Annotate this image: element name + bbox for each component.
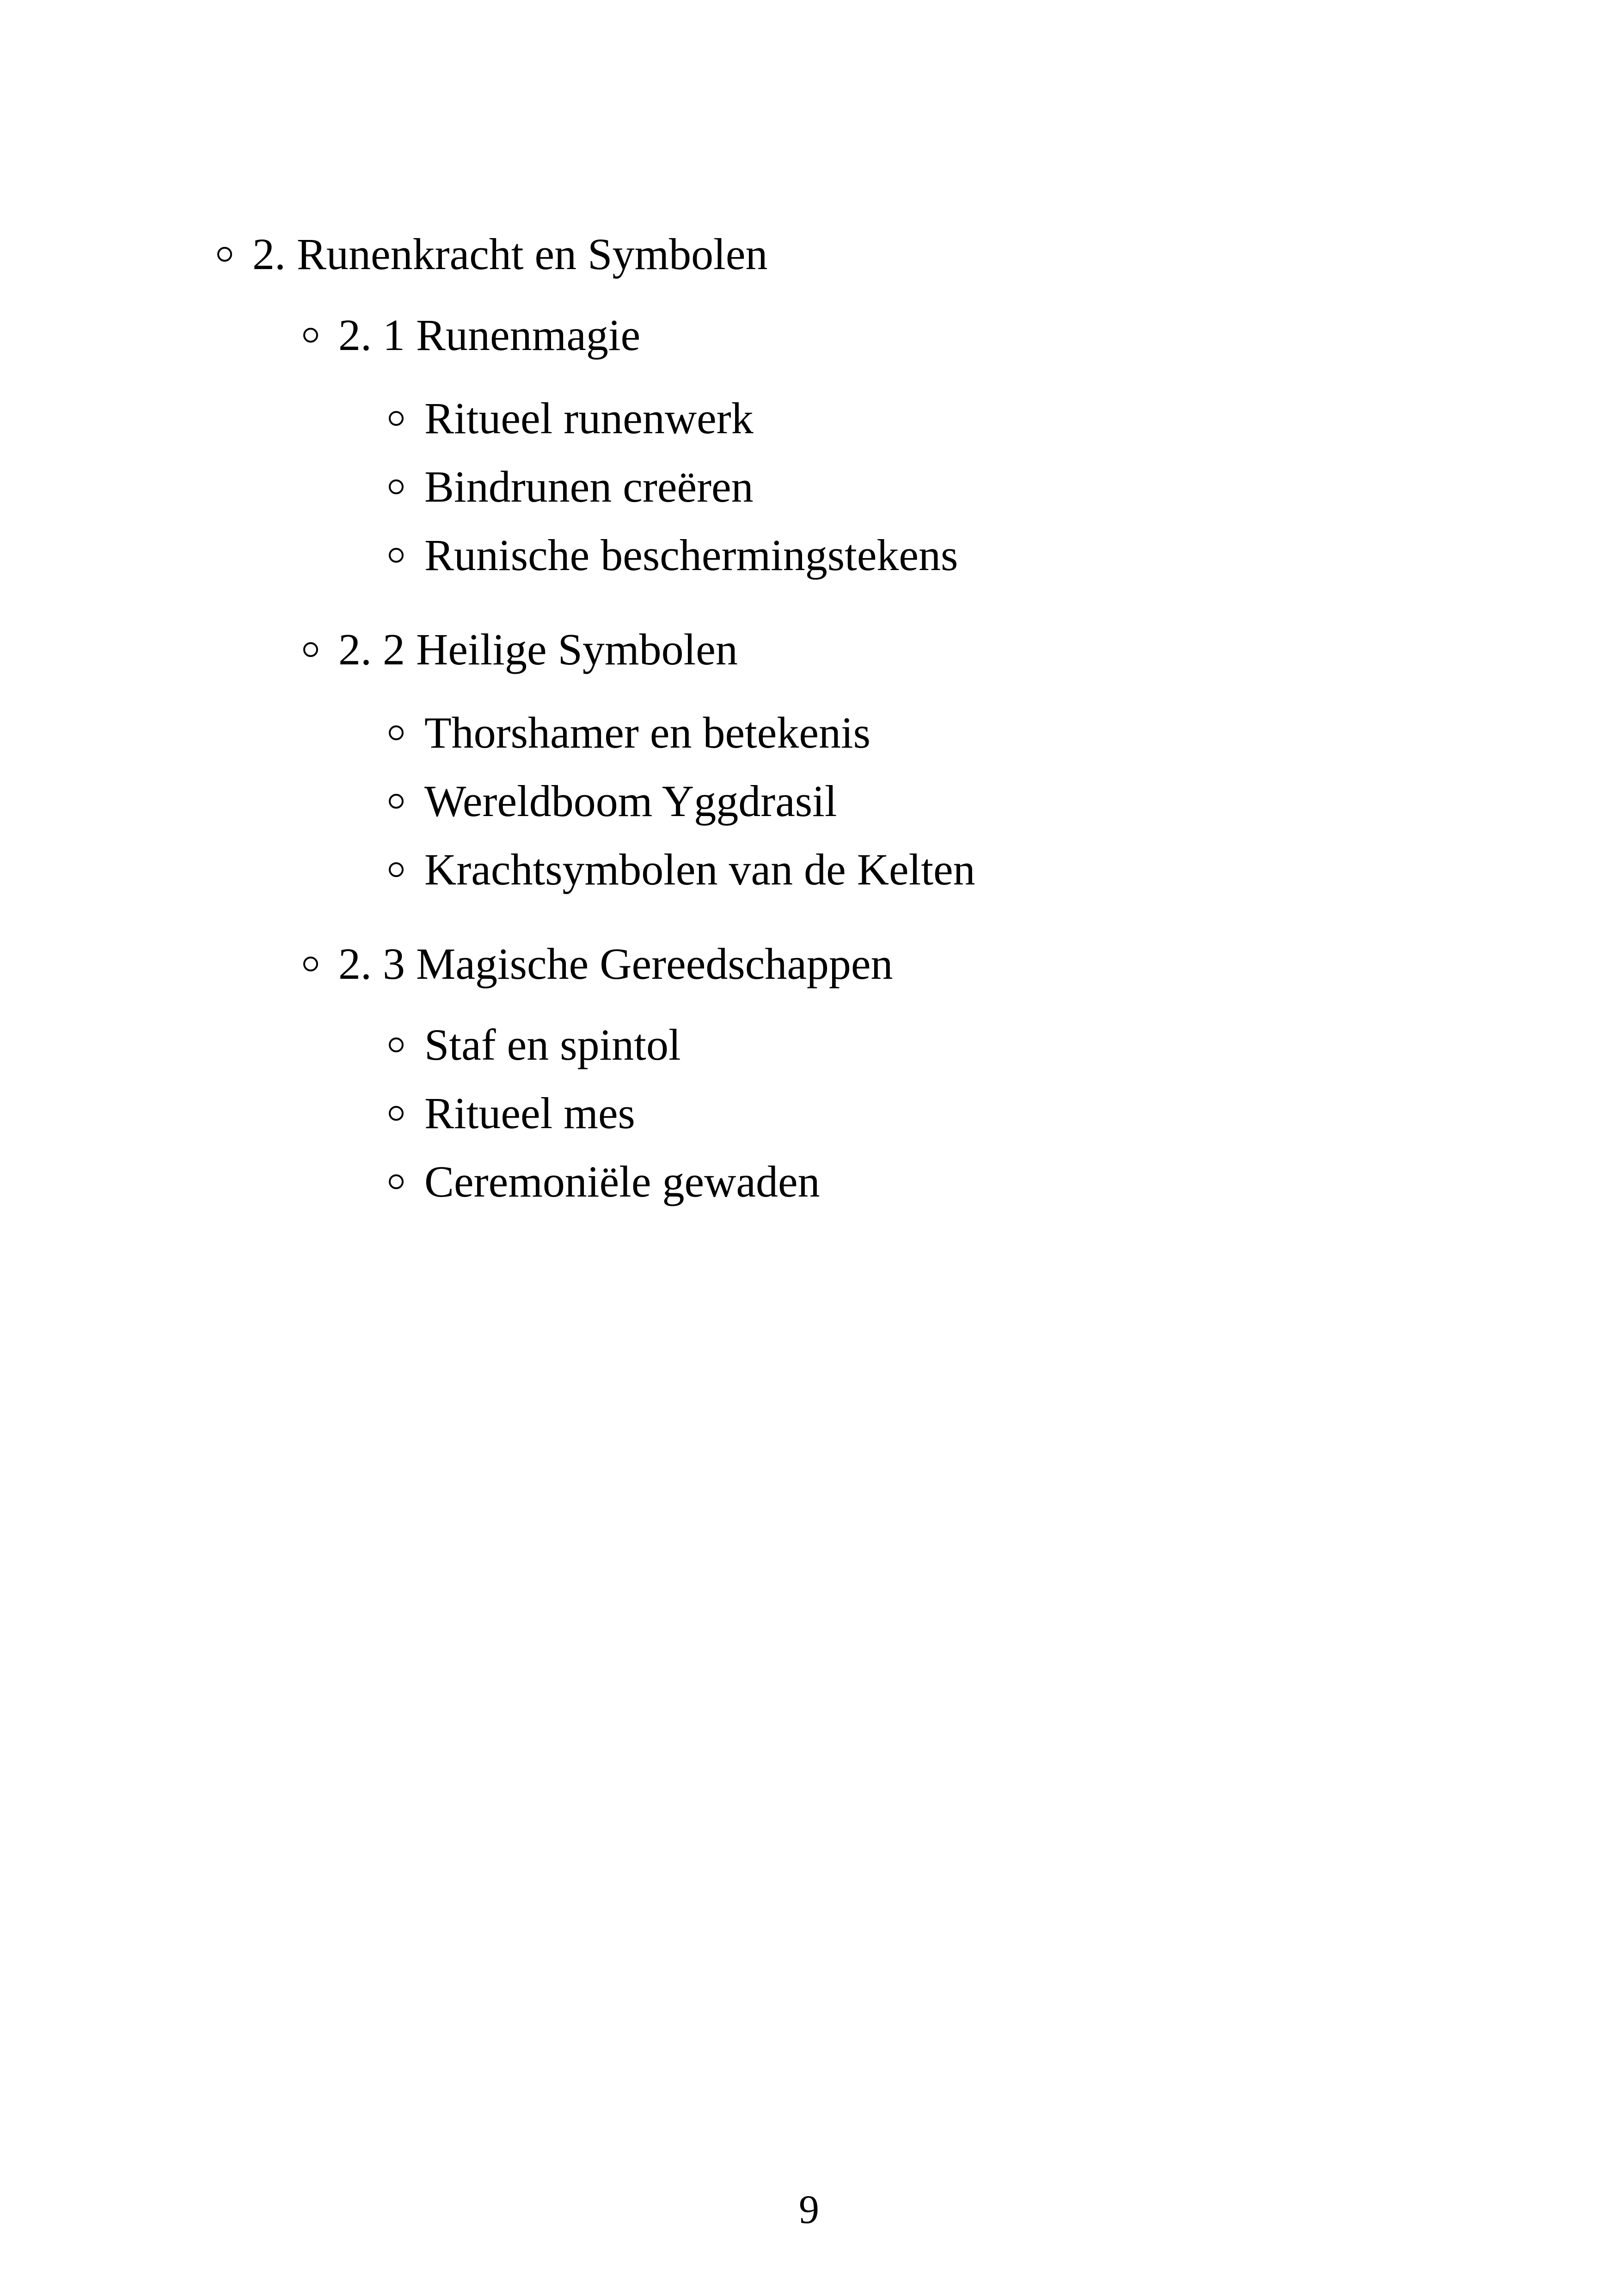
- subsection-title: 2. 3 Magische Gereedschappen: [338, 939, 893, 988]
- hollow-bullet-icon: [303, 328, 318, 343]
- hollow-bullet-icon: [389, 548, 404, 563]
- section-title: 2. Runenkracht en Symbolen: [252, 229, 768, 279]
- outline-item: [0, 1017, 681, 1073]
- hollow-bullet-icon: [389, 1106, 404, 1121]
- hollow-bullet-icon: [389, 1037, 404, 1052]
- outline-item: [0, 774, 837, 829]
- outline-item-label: Staf en spintol: [424, 1020, 681, 1069]
- outline-item-label: Wereldboom Yggdrasil: [424, 776, 837, 826]
- outline-item: [0, 1154, 820, 1209]
- outline-item-label: Bindrunen creëren: [424, 462, 754, 511]
- hollow-bullet-icon: [389, 1174, 404, 1189]
- outline-item: [0, 391, 754, 446]
- outline-subsection: [0, 307, 640, 363]
- outline-item-label: Runische beschermingstekens: [424, 530, 958, 580]
- outline-subsection: [0, 622, 738, 677]
- outline-subsection: [0, 936, 893, 992]
- hollow-bullet-icon: [389, 794, 404, 809]
- hollow-bullet-icon: [303, 957, 318, 971]
- page-number: 9: [799, 2187, 819, 2232]
- outline-item-label: Ritueel mes: [424, 1088, 635, 1138]
- hollow-bullet-icon: [389, 479, 404, 494]
- subsection-title: 2. 1 Runenmagie: [338, 310, 641, 360]
- hollow-bullet-icon: [303, 642, 318, 657]
- outline-item-label: Ritueel runenwerk: [424, 393, 754, 443]
- outline-item-label: Krachtsymbolen van de Kelten: [424, 845, 975, 894]
- outline-item: [0, 528, 958, 583]
- subsection-title: 2. 2 Heilige Symbolen: [338, 625, 738, 674]
- outline-item: [0, 1086, 635, 1141]
- hollow-bullet-icon: [217, 247, 232, 262]
- hollow-bullet-icon: [389, 862, 404, 877]
- outline-item: [0, 705, 870, 761]
- hollow-bullet-icon: [389, 725, 404, 740]
- outline-item: [0, 459, 754, 515]
- outline-item: [0, 842, 975, 897]
- outline-item-label: Thorshamer en betekenis: [424, 708, 870, 757]
- outline-item-label: Ceremoniële gewaden: [424, 1157, 820, 1206]
- hollow-bullet-icon: [389, 411, 404, 426]
- outline-section: [0, 227, 767, 282]
